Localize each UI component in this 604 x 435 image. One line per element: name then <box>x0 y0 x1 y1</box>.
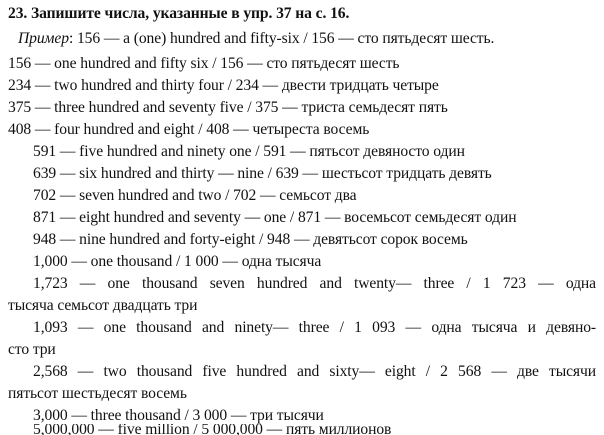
example-label: Пример <box>18 30 69 47</box>
example-line <box>18 29 494 49</box>
number-line-1723-continued: тысяча семьсот двадцать три <box>8 297 198 314</box>
number-line-408: 408 — four hundred and eight / 408 — четыреста восемь <box>8 121 370 138</box>
exercise-title: 23. Запишите числа, указанные в упр. 37 на с. 16. <box>8 5 350 22</box>
number-line-639: 639 — six hundred and thirty — nine / 639 — шестьсот тридцать девять <box>33 165 492 182</box>
number-line-591: 591 — five hundred and ninety one / 591 — пятьсот девяносто один <box>33 143 465 160</box>
number-line-156: 156 — one hundred and fifty six / 156 — сто пятьдесят шесть <box>8 55 400 72</box>
number-line-1723: 1,723 — one thousand seven hundred and twenty— three / 1 723 — одна <box>33 275 596 292</box>
number-line-2568-continued: пятьсот шестьдесят восемь <box>8 385 187 402</box>
number-line-948: 948 — nine hundred and forty-eight / 948 — девятьсот сорок восемь <box>33 231 468 248</box>
number-line-1000: 1,000 — one thousand / 1 000 — одна тысяча <box>33 253 322 270</box>
example-text: : 156 — a (one) hundred and fifty-six / 156 — сто пятьдесят шесть. <box>68 30 495 47</box>
number-line-5000000: 5,000,000 — five million / 5 000,000 — пять миллионов <box>33 424 392 435</box>
number-line-2568: 2,568 — two thousand five hundred and sixty— eight / 2 568 — две тысячи <box>33 363 596 380</box>
number-line-234: 234 — two hundred and thirty four / 234 — двести тридцать четыре <box>8 77 439 94</box>
number-line-1093: 1,093 — one thousand and ninety— three / 1 093 — одна тысяча и девяно- <box>33 319 596 336</box>
number-line-871: 871 — eight hundred and seventy — one / 871 — восемьсот семьдесят один <box>33 209 517 226</box>
number-line-702: 702 — seven hundred and two / 702 — семьсот два <box>33 187 357 204</box>
number-line-1093-continued: сто три <box>8 341 56 358</box>
number-line-375: 375 — three hundred and seventy five / 375 — триста семьдесят пять <box>8 99 448 116</box>
number-line-3000: 3,000 — three thousand / 3 000 — три тысячи <box>33 407 324 424</box>
